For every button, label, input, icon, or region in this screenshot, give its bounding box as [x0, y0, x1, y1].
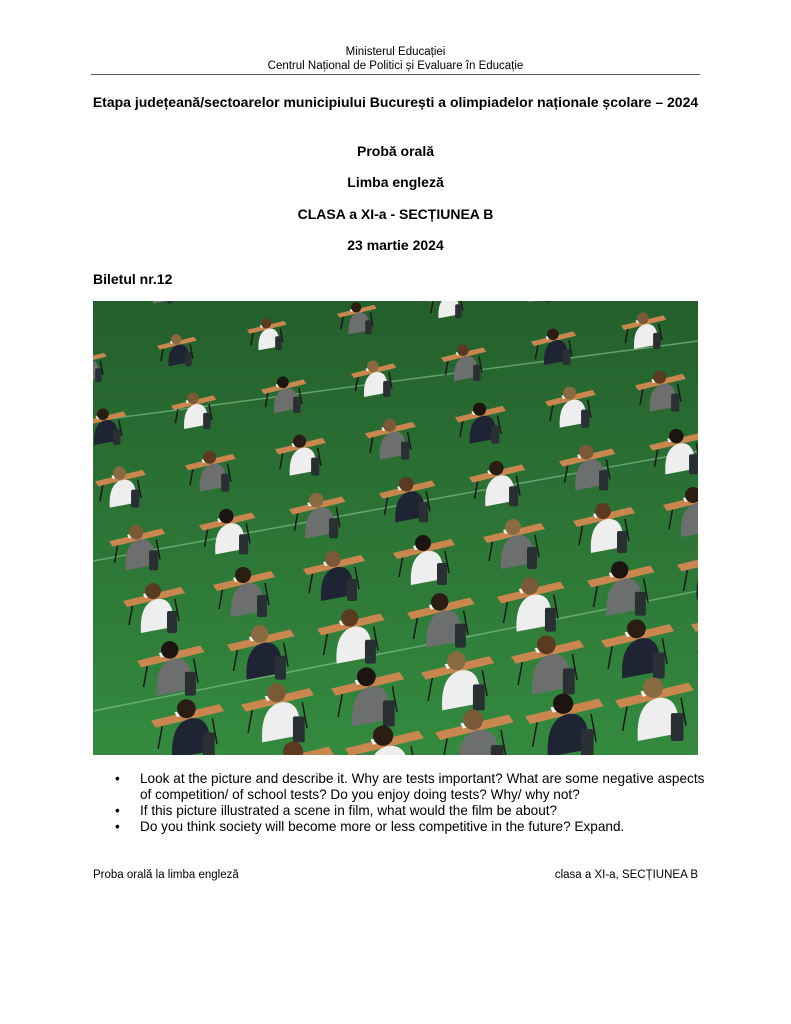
bullet-icon: • — [115, 771, 120, 786]
task-text: Look at the picture and describe it. Why are tests important? What are some negative aspects of competition/ of school tests? Do you enjoy doing tests? Why/ why not? — [140, 771, 705, 802]
bullet-icon: • — [115, 803, 120, 818]
footer-left: Proba orală la limba engleză — [93, 869, 239, 881]
class-section: CLASA a XI-a - SECȚIUNEA B — [297, 206, 494, 222]
header-center: Centrul Național de Politici și Evaluare în Educație — [267, 60, 524, 72]
bullet-icon: • — [115, 819, 120, 834]
task-list — [113, 771, 713, 835]
exam-date: 23 martie 2024 — [347, 237, 444, 253]
task-text: If this picture illustrated a scene in film, what would the film be about? — [140, 803, 558, 818]
exam-hall-photo — [93, 301, 698, 755]
exam-title: Etapa județeană/sectoarelor municipiului București a olimpiadelor naționale școlare – 2024 — [92, 94, 699, 110]
task-item — [113, 819, 713, 835]
task-item — [113, 771, 713, 803]
subject: Limba engleză — [347, 174, 444, 190]
footer-right: clasa a XI-a, SECȚIUNEA B — [554, 869, 698, 881]
ticket-number: Biletul nr.12 — [93, 271, 173, 287]
exam-hall-illustration — [93, 301, 698, 755]
header-ministry: Ministerul Educației — [345, 46, 446, 58]
task-item — [113, 803, 713, 819]
task-text: Do you think society will become more or less competitive in the future? Expand. — [140, 819, 625, 834]
test-type: Probă orală — [356, 143, 435, 159]
header-divider — [91, 74, 700, 75]
